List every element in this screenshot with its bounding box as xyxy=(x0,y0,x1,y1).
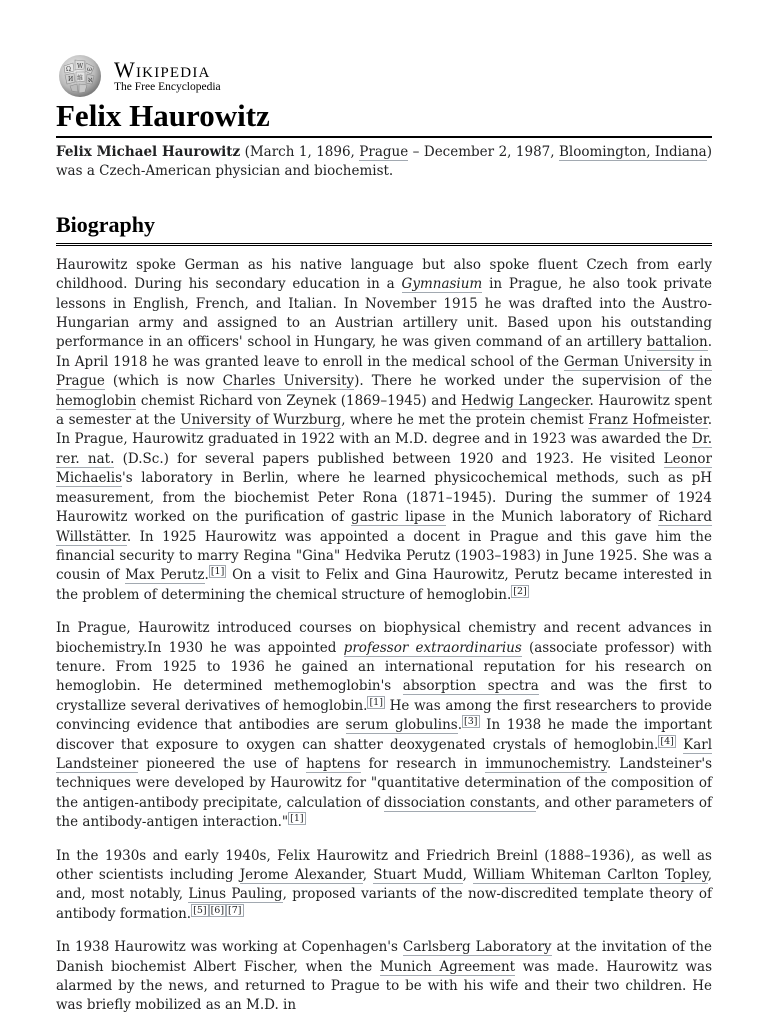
site-logo[interactable] xyxy=(56,54,221,98)
citation-ref[interactable]: [6] xyxy=(210,904,225,916)
link-absorption-spectra[interactable]: absorption spectra xyxy=(402,678,539,695)
link-franz-hofmeister[interactable]: Franz Hofmeister xyxy=(588,412,708,429)
link-carlsberg-laboratory[interactable]: Carlsberg Laboratory xyxy=(402,939,552,956)
citation-ref[interactable]: [4] xyxy=(660,735,674,747)
link-charles-university[interactable]: Charles University xyxy=(222,373,355,390)
citation-ref[interactable]: [1] xyxy=(290,813,304,825)
citation-ref[interactable]: [1] xyxy=(369,696,383,708)
citation-ref[interactable]: [2] xyxy=(513,585,527,597)
link-bloomington-indiana[interactable]: Bloomington, Indiana xyxy=(559,144,707,160)
citation-ref[interactable]: [7] xyxy=(228,904,242,916)
article-body xyxy=(56,143,712,1030)
citation-ref[interactable]: [3] xyxy=(464,716,478,728)
link-jerome-alexander[interactable]: Jerome Alexander xyxy=(239,867,363,883)
link-linus-pauling[interactable]: Linus Pauling xyxy=(188,886,283,903)
link-max-perutz[interactable]: Max Perutz xyxy=(125,567,205,584)
link-university-of-wurzburg[interactable]: University of Wurzburg xyxy=(180,412,342,429)
link-william-topley[interactable]: William Whiteman Carlton Topley xyxy=(473,867,708,883)
biography-paragraph-1: Haurowitz spoke German as his native language but also spoke fluent Czech from early childhood. During his secondary education in a Gymnasium in Prague, he also took private lessons in English, French, and Italian. In November 1915 he was drafted into the Austro-Hungarian army and assigned to an Austrian artillery unit. Based upon his outstanding performance in an officers' school in Hungary, he was given command of an artillery battalion. In April 1918 he was granted leave to enroll in the medical school of the German University in Prague (which is now Charles University). There he worked under the supervision of the hemoglobin chemist Richard von Zeynek (1869–1945) and Hedwig Langecker. Haurowitz spent a semester at the University of Wurzburg, where he met the protein chemist Franz Hofmeister. In Prague, Haurowitz graduated in 1922 with an M.D. degree and in 1923 was awarded the Dr. rer. nat. (D.Sc.) for several papers published between 1920 and 1923. He visited Leonor Michaelis's laboratory in Berlin, where he learned physicochemical methods, such as pH measurement, from the biochemist Peter Rona (1871–1945). During the summer of 1924 Haurowitz worked on the purification of gastric lipase in the Munich laboratory of Richard Willstätter. In 1925 Haurowitz was appointed a docent in Prague and this gave him the financial security to marry Regina "Gina" Hedvika Perutz (1903–1983) in June 1925. She was a cousin of Max Perutz. [1] On a visit to Felix and Gina Haurowitz, Perutz became interested in the problem of determining the chemical structure of hemoglobin. [2] xyxy=(56,256,713,603)
link-hemoglobin[interactable]: hemoglobin xyxy=(56,392,137,409)
citation-ref[interactable]: [1] xyxy=(210,566,225,578)
globe-glyph: И xyxy=(68,76,74,83)
biography-paragraph-4: In 1938 Haurowitz was working at Copenhagen's Carlsberg Laboratory at the invitation of the Danish biochemist Albert Fischer, when the Munich Agreement was made. Haurowitz was alarmed by the news, and returned to Prague to be with his wife and their two children. He was briefly mobilized as an M.D. in xyxy=(56,939,713,1014)
wordmark xyxy=(114,56,221,94)
link-dissociation-constants[interactable]: dissociation constants xyxy=(383,794,536,811)
section-heading-biography: Biography xyxy=(56,211,712,246)
link-leonor-michaelis[interactable]: Leonor Michaelis xyxy=(56,450,712,487)
biography-paragraph-2: In Prague, Haurowitz introduced courses on biophysical chemistry and recent advances in biochemistry.In 1930 he was appointed professor extraordinarius (associate professor) with tenure. From 1925 to 1936 he gained an international reputation for his research on hemoglobin. He determined methemoglobin's absorption spectra and was the first to crystallize several derivatives of hemoglobin. [1] He was among the first researchers to provide convincing evidence that antibodies are serum globulins. [3] In 1938 he made the important discover that exposure to oxygen can shatter deoxygenated crystals of hemoglobin. [4] Karl Landsteiner pioneered the use of haptens for research in immunochemistry. Landsteiner's techniques were developed by Haurowitz for "quantitative determination of the composition of the antigen-antibody precipitate, calculation of dissociation constants, and other parameters of the antibody-antigen interaction." [1] xyxy=(56,620,713,831)
link-professor-extraordinarius[interactable]: professor extraordinarius xyxy=(343,639,522,656)
link-prague[interactable]: Prague xyxy=(359,144,409,160)
link-haptens[interactable]: haptens xyxy=(306,755,361,772)
globe-glyph: 維 xyxy=(77,75,84,82)
link-serum-globulins[interactable]: serum globulins xyxy=(345,717,458,734)
link-battalion[interactable]: battalion xyxy=(646,334,708,351)
site-name: Wikipedia xyxy=(114,56,211,82)
globe-glyph: W xyxy=(77,63,84,70)
link-german-university-prague[interactable]: German University in Prague xyxy=(56,353,712,390)
page-title: Felix Haurowitz xyxy=(56,96,712,138)
link-gymnasium[interactable]: Gymnasium xyxy=(401,276,483,293)
link-karl-landsteiner[interactable]: Karl Landsteiner xyxy=(56,736,713,772)
link-munich-agreement[interactable]: Munich Agreement xyxy=(379,958,516,975)
subject-name: Felix Michael Haurowitz xyxy=(56,144,241,160)
link-dr-rer-nat[interactable]: Dr. rer. nat. xyxy=(56,431,712,467)
link-immunochemistry[interactable]: immunochemistry xyxy=(485,755,607,772)
globe-glyph: ℵ xyxy=(88,77,93,84)
biography-paragraph-3: In the 1930s and early 1940s, Felix Haurowitz and Friedrich Breinl (1888–1936), as well as other scientists including Jerome Alexander, Stuart Mudd, William Whiteman Carlton Topley, and, most notably, Linus Pauling, proposed variants of the now-discredited template theory of antibody formation. [5] [6] [7] xyxy=(56,847,712,922)
globe-glyph: ω xyxy=(87,66,92,73)
globe-glyph: Ω xyxy=(66,66,71,73)
link-hedwig-langecker[interactable]: Hedwig Langecker xyxy=(461,392,590,409)
link-stuart-mudd[interactable]: Stuart Mudd xyxy=(373,867,463,883)
lead-paragraph: Felix Michael Haurowitz (March 1, 1896, Prague – December 2, 1987, Bloomington, Indiana) was a Czech-American physician and biochemist. xyxy=(56,144,712,180)
citation-ref[interactable]: [5] xyxy=(193,904,207,916)
site-tagline: The Free Encyclopedia xyxy=(114,80,221,93)
link-richard-willstatter[interactable]: Richard Willstätter xyxy=(56,509,712,545)
wikipedia-globe-icon xyxy=(56,54,104,98)
link-gastric-lipase[interactable]: gastric lipase xyxy=(351,509,446,526)
